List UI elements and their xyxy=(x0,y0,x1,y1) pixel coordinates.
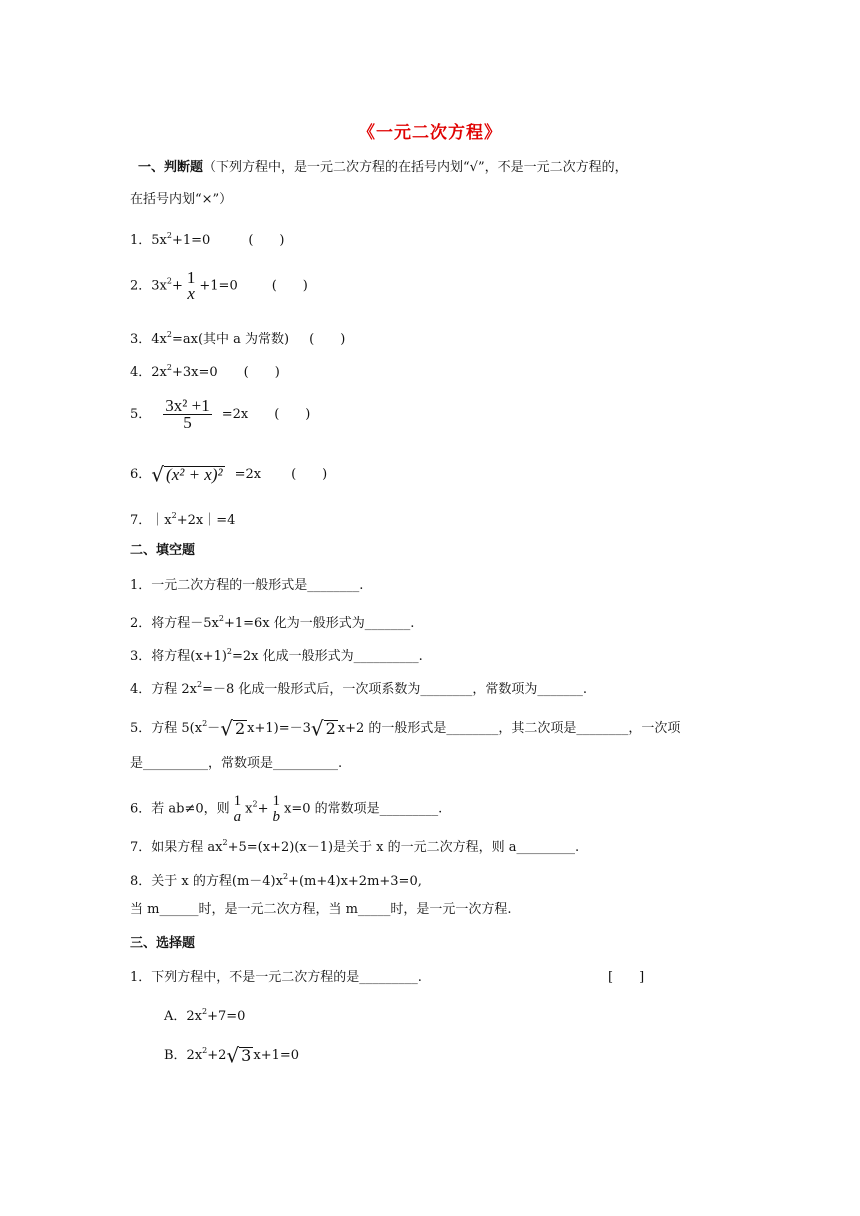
s2-question-8: 8．关于 x 的方程$(m-4)x^2+(m+4)x+2m+3=0$, xyxy=(130,872,422,889)
s1-question-1: 1．$5x^2+1=0$ ( ) xyxy=(130,231,285,248)
answer-paren[interactable]: ( ) xyxy=(243,365,280,380)
s3-option-a[interactable]: A．$2x^2+7=0$ xyxy=(164,1007,246,1024)
s3-question-1: 1．下列方程中，不是一元二次方程的是_________. xyxy=(130,970,422,985)
s1-question-2: 2．$3x^2+$ 1 x +1=0 ( ) xyxy=(130,268,308,303)
fraction-3x2plus1-over-5: $\frac{\text{3x² +1}}{5}$ xyxy=(165,396,210,432)
s2-question-8-cont: 当 m______时，是一元二次方程，当 m_____时，是一元一次方程. xyxy=(130,902,512,917)
s1-question-7: 7．$|x^2+2x|=4$ xyxy=(130,511,236,528)
answer-paren[interactable]: ( ) xyxy=(248,233,285,248)
s2-question-5-cont: 是__________，常数项是__________. xyxy=(130,756,343,771)
s2-question-7: 7．如果方程 $ax^2+5=(x+2)(x-1)$是关于 x 的一元二次方程，则 a_________. xyxy=(130,838,580,855)
s3-answer-bracket[interactable]: [ ] xyxy=(608,970,645,985)
s1-question-5: 5． $\frac{\text{3x² +1}}{5}$ =2x ( ) xyxy=(130,396,311,432)
document-title: 《一元二次方程》 xyxy=(358,123,502,143)
section1-intro-2: 在括号内划“×”） xyxy=(130,192,233,207)
section1-header xyxy=(138,160,628,176)
s3-option-b[interactable]: B．$2x^2+2√$ 3 x+1=0 xyxy=(164,1043,300,1068)
fraction-1-over-b: 1 b xyxy=(272,793,280,825)
s2-question-1: 1．一元二次方程的一般形式是________. xyxy=(130,578,364,593)
square-root: √ 3 xyxy=(226,1043,252,1068)
section3-heading: 三、选择题 xyxy=(130,936,196,951)
s2-question-4: 4．方程 $2x^2=-8$ 化成一般形式后，一次项系数为________，常数项为_______. xyxy=(130,680,588,697)
fraction-1-over-a: 1 a xyxy=(233,793,242,825)
s2-question-6: 6．若 ab≠0，则 1 a $x^2+$ 1 b x=0 的常数项是_________. xyxy=(130,793,443,825)
s2-question-5: 5．方程 $5(x^2-√$ 2 x+1)=－3√ 2 x+2 的一般形式是________，其二次项是________，一次项 xyxy=(130,716,681,741)
answer-paren[interactable]: ( ) xyxy=(291,467,328,482)
fraction-1-over-x: 1 x xyxy=(186,268,196,303)
answer-paren[interactable]: ( ) xyxy=(271,278,308,294)
s1-question-3: 3．$4x^2=ax$(其中 a 为常数) ( ) xyxy=(130,330,346,347)
section1-intro-1: （下列方程中，是一元二次方程的在括号内划“√”，不是一元二次方程的， xyxy=(203,160,628,175)
s1-question-6: 6．√ (x² + x)² =2x ( ) xyxy=(130,462,328,487)
answer-paren[interactable]: ( ) xyxy=(309,332,346,347)
square-root: √ 2 xyxy=(220,716,246,741)
square-root: √ 2 xyxy=(310,716,336,741)
section1-heading: 一、判断题 xyxy=(138,160,204,175)
square-root: √ (x² + x)² xyxy=(151,462,223,487)
s2-question-3: 3．将方程$(x+1)^2=2x$ 化成一般形式为__________. xyxy=(130,647,423,664)
s1-question-4: 4．$2x^2+3x=0$ ( ) xyxy=(130,363,280,380)
answer-paren[interactable]: ( ) xyxy=(274,407,311,422)
section2-heading: 二、填空题 xyxy=(130,543,196,558)
s2-question-2: 2．将方程$-5x^2+1=6x$ 化为一般形式为_______. xyxy=(130,614,415,631)
